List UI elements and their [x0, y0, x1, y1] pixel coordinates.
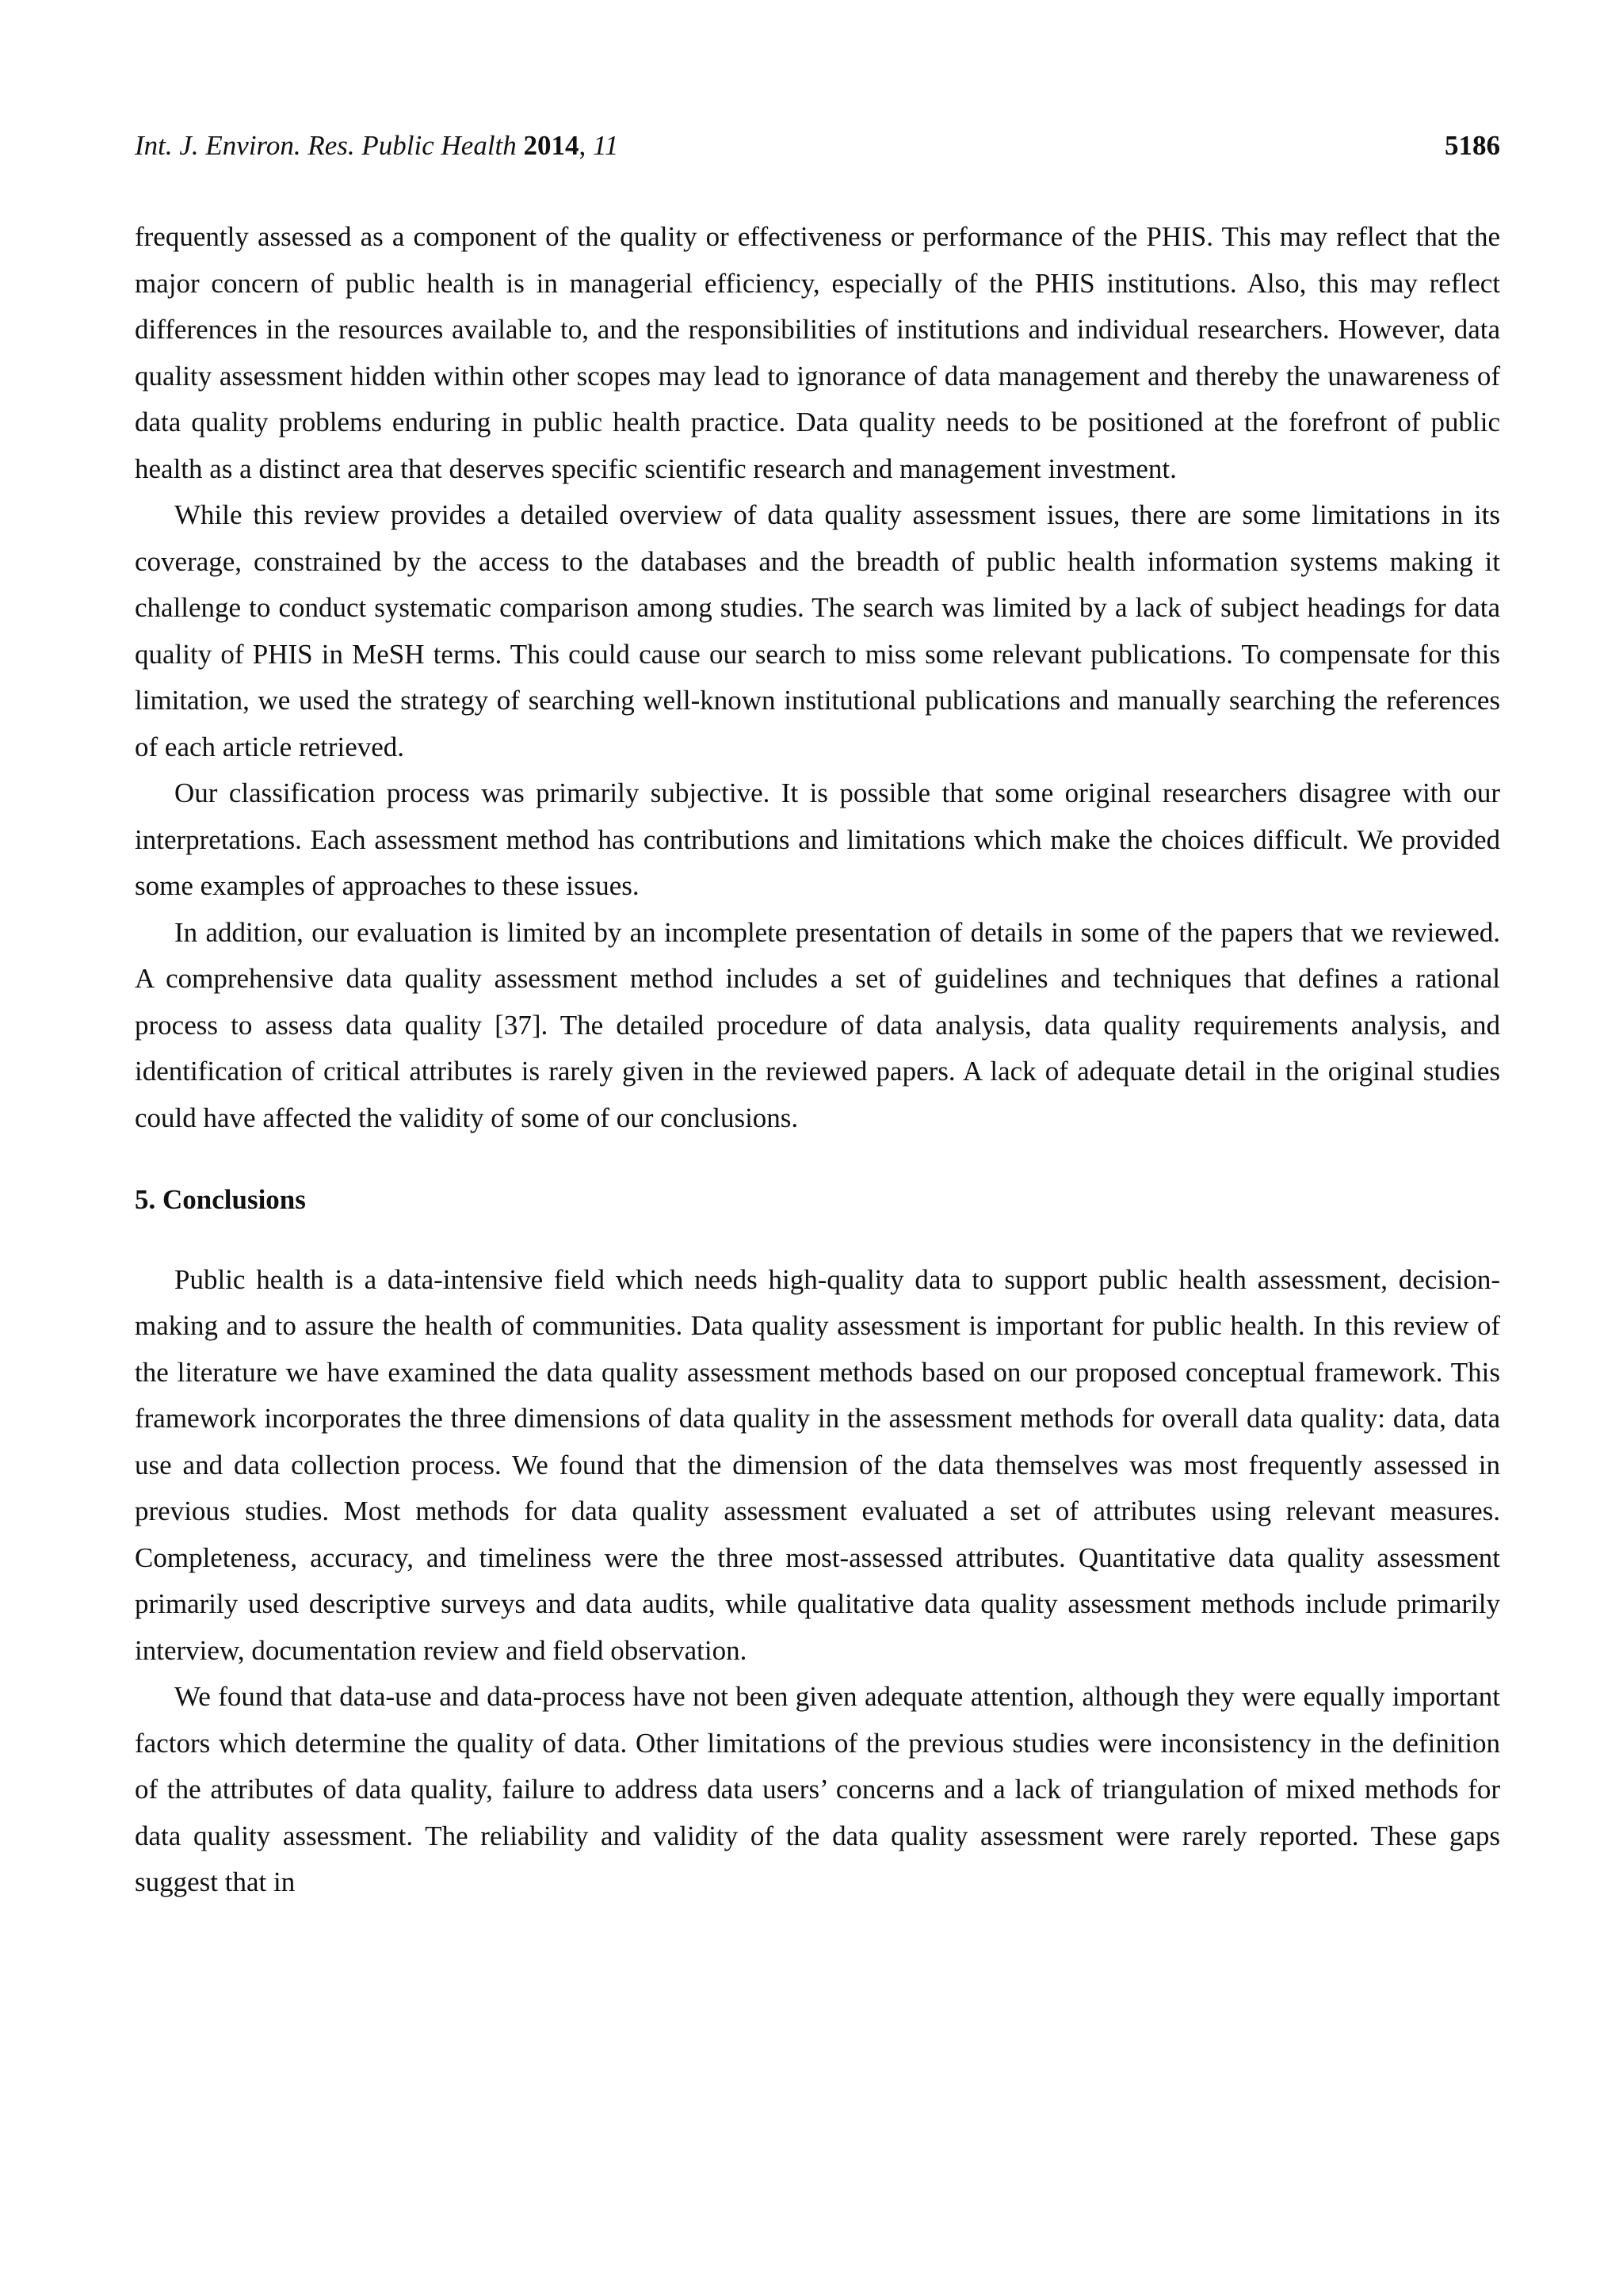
paragraph-classification: Our classification process was primarily subjective. It is possible that some original researchers disagree with our interpretations. Each assessment method has contributions and limitations which make the choices difficult. We provided some examples of approaches to these issues. — [135, 777, 1500, 901]
paragraph-evaluation: In addition, our evaluation is limited by an incomplete presentation of details in some of the papers that we reviewed. A comprehensive data quality assessment method includes a set of guidelines and techniques that defines a rational process to assess data quality [37]. The detailed procedure of data analysis, data quality requirements analysis, and identification of critical attributes is rarely given in the reviewed papers. A lack of adequate detail in the original studies could have affected the validity of some of our conclusions. — [135, 916, 1500, 1133]
paragraph-conclusions-summary: Public health is a data-intensive field which needs high-quality data to support public health assessment, decision-making and to assure the health of communities. Data quality assessment is important for public health. In this review of the literature we have examined the data quality assessment methods based on our proposed conceptual framework. This framework incorporates the three dimensions of data quality in the assessment methods for overall data quality: data, data use and data collection process. We found that the dimension of the data themselves was most frequently assessed in previous studies. Most methods for data quality assessment evaluated a set of attributes using relevant measures. Completeness, accuracy, and timeliness were the three most-assessed attributes. Quantitative data quality assessment primarily used descriptive surveys and data audits, while qualitative data quality assessment methods include primarily interview, documentation review and field observation. — [135, 1263, 1500, 1666]
section-heading-conclusions: 5. Conclusions — [135, 1184, 306, 1215]
paragraph-continued: frequently assessed as a component of the quality or effectiveness or performance of the PHIS. This may reflect that the major concern of public health is in managerial efficiency, especially of the PHIS institutions. Also, this may reflect differences in the resources available to, and the responsibilities of institutions and individual researchers. However, data quality assessment hidden within other scopes may lead to ignorance of data management and thereby the unawareness of data quality problems enduring in public health practice. Data quality needs to be positioned at the forefront of public health as a distinct area that deserves specific scientific research and management investment. — [135, 221, 1500, 484]
paragraph-conclusions-gaps: We found that data-use and data-process have not been given adequate attention, although they were equally important factors which determine the quality of data. Other limitations of the previous studies were inconsistency in the definition of the attributes of data quality, failure to address data users’ concerns and a lack of triangulation of mixed methods for data quality assessment. The reliability and validity of the data quality assessment were rarely reported. These gaps suggest that in — [135, 1681, 1500, 1897]
running-header — [135, 127, 1500, 165]
article-body — [135, 214, 1500, 1906]
journal-volume: 11 — [593, 130, 619, 161]
citation-separator: , — [579, 130, 586, 161]
paragraph-limitations: While this review provides a detailed overview of data quality assessment issues, there are some limitations in its coverage, constrained by the access to the databases and the breadth of public health information systems making it challenge to conduct systematic comparison among studies. The search was limited by a lack of subject headings for data quality of PHIS in MeSH terms. This could cause our search to miss some relevant publications. To compensate for this limitation, we used the strategy of searching well-known institutional publications and manually searching the references of each article retrieved. — [135, 499, 1500, 762]
journal-name: Int. J. Environ. Res. Public Health — [135, 130, 517, 161]
journal-citation — [135, 127, 618, 165]
page-number: 5186 — [1445, 130, 1500, 161]
journal-year: 2014 — [523, 130, 579, 161]
